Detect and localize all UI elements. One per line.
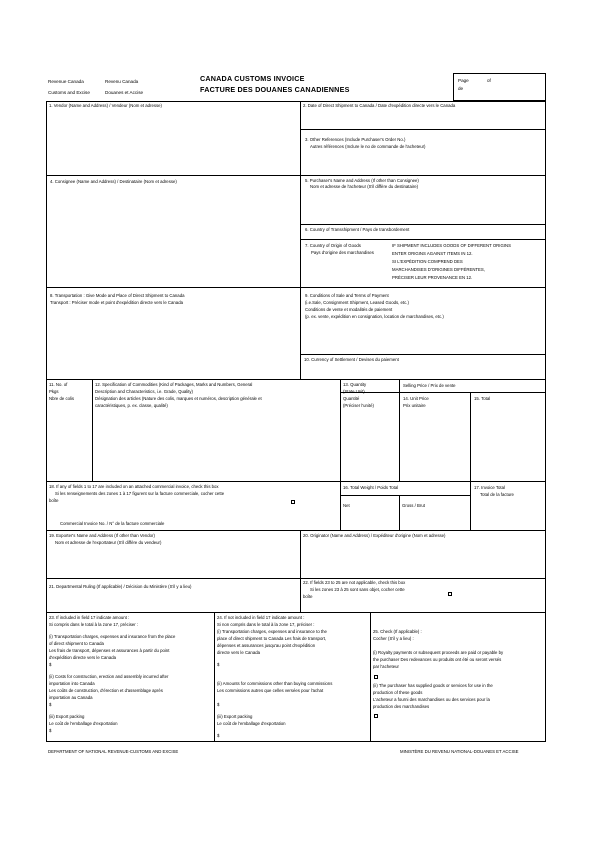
origin-note-3: SI L'EXPÉDITION COMPREND DES (392, 259, 463, 264)
footer-dept-fr: MINISTÈRE DU REVENU NATIONAL-DOUANES ET ACCISE (400, 749, 519, 754)
net-weight-input[interactable] (341, 496, 399, 530)
supplied-goods-checkbox[interactable] (374, 714, 378, 718)
form-title-fr: FACTURE DES DOUANES CANADIENNES (200, 85, 350, 94)
invoice-total-label: 17. Invoice Total (474, 485, 505, 490)
of-label: of (487, 78, 491, 83)
origin-note-4: MARCHANDISES D'ORIGINES DIFFÉRENTES, (392, 267, 485, 272)
included-construction-label-fr: Les coûts de construction, d'érection et d'assemblage après (49, 688, 163, 693)
origin-country-label: 7. Country of Origin of Goods (305, 243, 361, 248)
net-weight-label: Net (343, 503, 350, 508)
excluded-amount-label: 24. If not included in field 17 indicate amount : (217, 615, 305, 620)
origin-note-5: PRÉCISER LEUR PROVENANCE EN 12. (392, 275, 473, 280)
included-construction-label-2: importation into Canada (49, 681, 95, 686)
origin-note-1: IF SHIPMENT INCLUDES GOODS OF DIFFERENT ORIGINS (392, 243, 511, 248)
quantity-label-fr-2: (Préciser l'unité) (343, 403, 374, 408)
included-construction-input[interactable] (54, 702, 204, 708)
departmental-ruling-label: 21. Departmental Ruling (If applicable) / Décision du Ministère (S'il y a lieu) (49, 584, 192, 589)
excluded-amount-label-fr: Si non compris dans le total à la zone 17, préciser : (217, 622, 315, 627)
included-packing-label-fr: Le coût de l'emballage d'exportation (49, 721, 118, 726)
packages-label-fr: Nbre de colis (49, 396, 75, 401)
check-applicable-label: 25. Check (If applicable) : (373, 629, 422, 634)
excluded-packing-label-fr: Le coût de l'emballage d'exportation (217, 721, 286, 726)
excluded-commissions-input[interactable] (222, 702, 362, 708)
conditions-of-sale-label-2: (i.e.Sale, Consignment Shipment, Leased Goods, etc.) (305, 300, 409, 305)
excluded-transport-label-fr: dépenses et assurances jusqu'au point d'expédition (217, 643, 316, 648)
included-transport-input[interactable] (54, 662, 204, 668)
included-packing-input[interactable] (54, 728, 204, 734)
dept-branch-en: Customs and Excise (48, 90, 90, 95)
origin-country-label-fr: Pays d'origine des marchandises (311, 250, 374, 255)
exporter-label: 19. Exporter's Name and Address (If other than Vendor) (49, 533, 155, 538)
included-packing-dollar: $ (49, 728, 52, 733)
transportation-label: 8. Transportation : Give Mode and Place of Direct Shipment to Canada (50, 293, 185, 298)
royalty-label-3: par l'acheteur (373, 664, 399, 669)
purchaser-label-fr: Nom et adresse de l'acheteur (S'il diffère du destinataire) (310, 184, 419, 189)
exporter-label-fr: Nom et adresse de l'exportateur (S'il diffère du vendeur) (55, 540, 162, 545)
consignee-field[interactable] (46, 175, 300, 287)
commercial-invoice-no-input[interactable] (170, 519, 300, 529)
invoice-total-label-fr: Total de la facture (480, 492, 514, 497)
not-applicable-label-fr: Si les zones 23 à 25 sont sans objet, cocher cette (310, 587, 405, 592)
other-references-label-fr: Autres références (Inclure le no de commande de l'acheteur) (310, 144, 426, 149)
excluded-commissions-label-fr: Les commissions autres que celles versées pour l'achat (217, 688, 324, 693)
supplied-goods-label-fr-2: production des marchandises (373, 704, 430, 709)
included-transport-label-fr-2: d'expédition directe vers le Canada (49, 655, 116, 660)
included-transport-label-2: of direct shipment to Canada (49, 641, 104, 646)
included-amount-label: 23. If included in field 17 indicate amount : (49, 615, 130, 620)
selling-price-label: Selling Price / Prix de vente (403, 383, 456, 388)
origin-note-2: ENTER ORIGINS AGAINST ITEMS IN 12. (392, 251, 473, 256)
excluded-transport-label-fr-2: directe vers le Canada (217, 650, 260, 655)
included-construction-label-fr-2: importation au Canada (49, 695, 93, 700)
total-weight-label: 16. Total Weight / Poids Total (343, 485, 399, 490)
packages-input[interactable] (46, 403, 92, 481)
not-applicable-label: 22. If fields 23 to 25 are not applicable, check this box (303, 580, 406, 585)
quantity-label-2: (State Unit) (343, 389, 365, 394)
gross-weight-input[interactable] (400, 496, 470, 530)
dept-name-en: Revenue Canada (48, 79, 84, 84)
currency-label: 10. Currency of Settlement / Devises du paiement (304, 357, 399, 362)
commodities-label-2: Description and Characteristics, i.e. Grade, Quality) (95, 389, 193, 394)
footer-dept-en: DEPARTMENT OF NATIONAL REVENUE-CUSTOMS AND EXCISE (48, 749, 179, 754)
de-label: de (458, 86, 464, 91)
excluded-transport-label-2: place of direct shipment to Canada Les frais de transport, (217, 636, 327, 641)
originator-label: 20. Originator (Name and Address) / Expéditeur d'origine (Nom et adresse) (303, 533, 446, 538)
vendor-label: 1. Vendor (Name and Address) / Vendeur (Nom et adresse) (49, 103, 162, 108)
vendor-field[interactable] (46, 101, 300, 175)
included-construction-label: (ii) Costs for construction, erection and assembly incurred after (49, 674, 169, 679)
unit-price-label-fr: Prix unitaire (403, 403, 426, 408)
attached-invoice-checkbox[interactable] (291, 500, 295, 504)
transshipment-country-label: 6. Country of Transshipment / Pays de transbordement (305, 227, 410, 232)
excluded-commissions-label: (ii) Amounts for commissions other than buying commissions (217, 681, 333, 686)
total-label: 15. Total (474, 396, 491, 401)
unit-price-input[interactable] (400, 410, 470, 481)
attached-invoice-label: 18. If any of fields 1 to 17 are included on an attached commercial invoice, check this box (49, 484, 219, 489)
consignee-label: 4. Consignee (Name and Address) / Destinataire (Nom et adresse) (50, 179, 177, 184)
supplied-goods-label: (ii) The purchaser has supplied goods or services for use in the (373, 683, 493, 688)
purchaser-label: 5. Purchaser's Name and Address (If other than Consignee) (305, 178, 419, 183)
excluded-transport-dollar: $ (217, 662, 220, 667)
conditions-of-sale-label-fr-2: (p. ex. vente, expédition en consignation, location de marchandises, etc.) (305, 314, 444, 319)
included-transport-label-fr: Les frais de transport, dépenses et assurances à partir du point (49, 648, 170, 653)
royalty-checkbox[interactable] (374, 675, 378, 679)
attached-invoice-label-box: boîte (49, 498, 59, 503)
commodities-label-fr-2: caractéristiques, p. ex. classe, qualité) (95, 403, 168, 408)
attached-invoice-label-fr: Si les renseignements des zones 1 à 17 figurent sur la facture commerciale, cocher cette (55, 491, 225, 496)
dept-branch-fr: Douanes et Accise (105, 90, 144, 95)
packages-label-2: Pkgs (49, 389, 59, 394)
excluded-packing-dollar: $ (217, 733, 220, 738)
included-packing-label: (iii) Export packing (49, 714, 85, 719)
quantity-label: 13. Quantity (343, 382, 367, 387)
commercial-invoice-no-label: Commercial Invoice No. / N° de la facture commerciale (60, 521, 165, 526)
supplied-goods-label-fr: L'acheteur a fourni des marchandises ou des services pour la (373, 697, 490, 702)
royalty-label-2: the purchaser Des redevances ou produits ont été ou seront versés (373, 657, 502, 662)
excluded-commissions-dollar: $ (217, 702, 220, 707)
excluded-transport-label: (i) Transportation charges, expenses and insurance to the (217, 629, 327, 634)
included-transport-label: (i) Transportation charges, expenses and insurance from the place (49, 634, 176, 639)
other-references-field[interactable] (300, 129, 546, 175)
packages-label: 11. No. of (49, 382, 68, 387)
royalty-label: (i) Royalty payments or subsequent proceeds are paid or payable by (373, 650, 504, 655)
transportation-label-fr: Transport : Préciser mode et point d'expédition directe vers le Canada (50, 300, 183, 305)
excluded-packing-input[interactable] (222, 733, 362, 739)
quantity-label-fr: Quantité (343, 396, 360, 401)
included-amount-label-fr: Si compris dans le total à la zone 17, préciser : (49, 622, 139, 627)
total-input[interactable] (471, 403, 546, 481)
shipment-date-label: 2. Date of Direct Shipment to Canada / Date d'expédition directe vers le Canada (303, 103, 456, 108)
dept-name-fr: Revenu Canada (105, 79, 139, 84)
conditions-of-sale-label-fr: Conditions de vente et modalités de paiement (305, 307, 393, 312)
gross-weight-label: Gross / Brut (402, 503, 425, 508)
included-transport-dollar: $ (49, 662, 52, 667)
form-title-en: CANADA CUSTOMS INVOICE (200, 74, 305, 83)
unit-price-label: 14. Unit Price (403, 396, 429, 401)
commodities-label-fr: Désignation des articles (Nature des colis, marques et numéros, description générale et (95, 396, 262, 401)
not-applicable-checkbox[interactable] (448, 592, 452, 596)
not-applicable-label-box: boîte (303, 594, 313, 599)
quantity-input[interactable] (341, 410, 399, 481)
excluded-packing-label: (iii) Export packing (217, 714, 253, 719)
commodities-input[interactable] (93, 410, 340, 481)
check-applicable-label-fr: Cocher (S'il y a lieu) : (373, 636, 414, 641)
conditions-of-sale-label: 9. Conditions of Sale and Terms of Payment (305, 293, 389, 298)
page-label: Page (458, 78, 469, 83)
invoice-total-input[interactable] (471, 499, 546, 530)
commodities-label: 12. Specification of Commodities (Kind of Packages, Marks and Numbers, General (95, 382, 253, 387)
included-construction-dollar: $ (49, 702, 52, 707)
excluded-transport-input[interactable] (222, 662, 362, 668)
other-references-label: 3. Other References (Include Purchaser's Order No.) (305, 137, 406, 142)
supplied-goods-label-2: production of these goods (373, 690, 423, 695)
